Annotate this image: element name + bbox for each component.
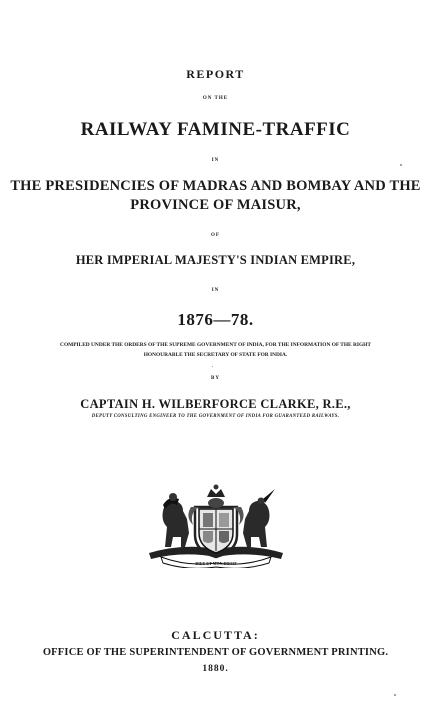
paper-speck [400,164,402,166]
compiled-line-1: COMPILED UNDER THE ORDERS OF THE SUPREME GOVERNMENT OF INDIA, FOR THE INFORMATION OF THE RIGHT [60,342,371,348]
compiled-line-2: HONOURABLE THE SECRETARY OF STATE FOR INDIA. [143,352,288,358]
crest-motto: DIEU ET MON DROIT [195,561,237,566]
paper-speck [212,366,213,367]
author-name: CAPTAIN H. WILBERFORCE CLARKE, R.E., [80,397,351,411]
main-title: RAILWAY FAMINE-TRAFFIC [80,119,351,140]
in-label-2: IN [211,288,220,293]
author-title: DEPUTY CONSULTING ENGINEER TO THE GOVERNMENT OF INDIA FOR GUARANTEED RAILWAYS. [91,414,340,419]
publication-year: 1880. [202,664,229,674]
paper-speck [394,694,396,696]
city-label: CALCUTTA: [171,628,260,642]
royal-coat-of-arms-icon [143,483,289,568]
report-heading: REPORT [186,67,245,81]
on-the-label: ON THE [202,96,229,101]
by-label: BY [211,376,220,381]
years-line: 1876—78. [177,310,254,329]
presidencies-line-1: THE PRESIDENCIES OF MADRAS AND BOMBAY AND THE [10,178,421,194]
in-label-1: IN [211,158,220,163]
of-label: OF [211,233,220,238]
empire-line: HER IMPERIAL MAJESTY'S INDIAN EMPIRE, [75,253,356,267]
printing-office: OFFICE OF THE SUPERINTENDENT OF GOVERNMENT PRINTING. [42,647,389,658]
presidencies-line-2: PROVINCE OF MAISUR, [130,197,301,213]
